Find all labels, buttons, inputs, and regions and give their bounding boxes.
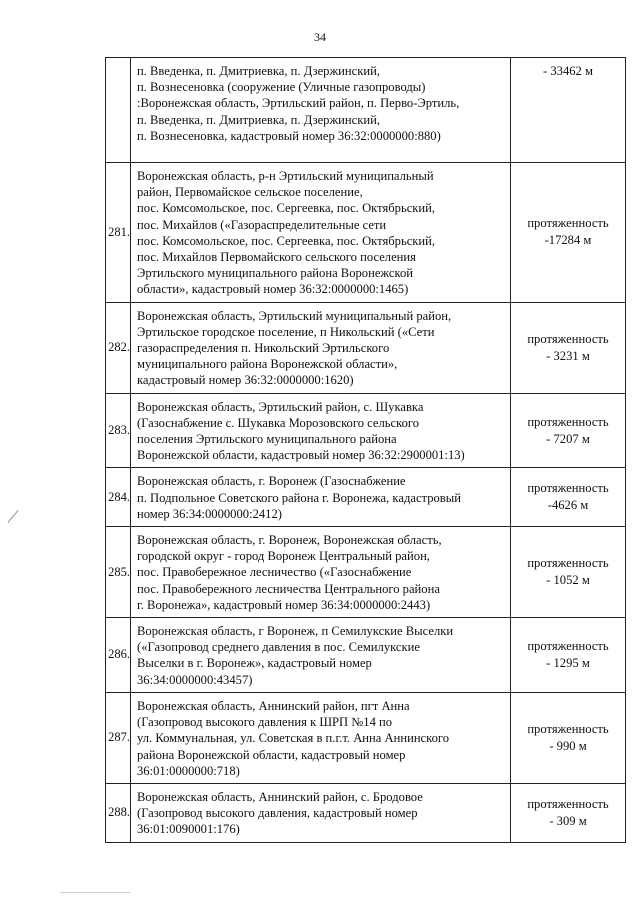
table-row — [106, 618, 626, 693]
length-label: протяженность — [527, 481, 609, 496]
description-line: района Воронежской области, кадастровый номер — [137, 747, 406, 762]
description-line: ул. Коммунальная, ул. Советская в п.г.т. Анна Аннинского — [137, 731, 450, 746]
table-row — [106, 527, 626, 618]
description-line: области», кадастровый номер 36:32:0000000:1465) — [137, 282, 409, 297]
description-line: п. Подпольное Советского района г. Воронежа, кадастровый — [137, 490, 461, 505]
object-description-cell — [131, 783, 511, 842]
object-description-cell — [131, 527, 511, 618]
length-cell — [511, 302, 626, 393]
description-line: Воронежская область, г Воронеж, п Семилукские Выселки — [137, 624, 454, 639]
description-line: 36:01:0000000:718) — [137, 763, 240, 778]
length-cell — [511, 692, 626, 783]
description-line: пос. Михайлов («Газораспределительные сети — [137, 217, 387, 232]
row-number-cell: 286. — [106, 618, 131, 693]
length-value: - 1295 м — [546, 655, 590, 670]
property-register-table — [105, 57, 626, 843]
description-line: номер 36:34:0000000:2412) — [137, 506, 282, 521]
description-line: 36:34:0000000:43457) — [137, 672, 253, 687]
description-line: (Газопровод высокого давления, кадастровый номер — [137, 806, 418, 821]
description-line: 36:01:0090001:176) — [137, 822, 240, 837]
length-label: протяженность — [527, 414, 609, 429]
description-line: муниципального района Воронежской области», — [137, 357, 398, 372]
length-value: - 7207 м — [546, 431, 590, 446]
length-cell — [511, 58, 626, 163]
object-description-cell — [131, 692, 511, 783]
description-line: пос. Михайлов Первомайского сельского поселения — [137, 250, 416, 265]
length-cell — [511, 393, 626, 468]
length-value: - 3231 м — [546, 348, 590, 363]
description-line: п. Вознесеновка (сооружение (Уличные газопроводы) — [137, 80, 426, 95]
length-value: -17284 м — [544, 233, 592, 248]
length-label: протяженность — [527, 556, 609, 571]
length-label: протяженность — [527, 721, 609, 736]
row-number-cell: 285. — [106, 527, 131, 618]
table-row — [106, 163, 626, 303]
description-line: пос. Комсомольское, пос. Сергеевка, пос. Октябрьский, — [137, 233, 436, 248]
table-row — [106, 468, 626, 527]
description-line: Воронежская область, Эртильский район, с. Шукавка — [137, 399, 424, 414]
length-cell — [511, 527, 626, 618]
description-line: Воронежская область, Аннинский район, с. Бродовое — [137, 789, 423, 804]
row-number-cell: 282. — [106, 302, 131, 393]
object-description-cell — [131, 468, 511, 527]
table-row — [106, 692, 626, 783]
page-number: 34 — [314, 30, 326, 44]
row-number-cell: 288. — [106, 783, 131, 842]
length-value: -4626 м — [547, 498, 589, 513]
table-row — [106, 393, 626, 468]
description-line: Воронежская область, р-н Эртильский муниципальный — [137, 169, 434, 183]
description-line: городской округ - город Воронеж Центральный район, — [137, 549, 430, 564]
row-number-cell: 287. — [106, 692, 131, 783]
description-line: Воронежской области, кадастровый номер 36:32:2900001:13) — [137, 448, 465, 463]
description-line: (Газопровод высокого давления к ШРП №14 по — [137, 715, 393, 730]
description-line: район, Первомайское сельское поселение, — [137, 185, 363, 200]
description-line: п. Вознесеновка, кадастровый номер 36:32:0000000:880) — [137, 128, 441, 143]
length-value: - 33462 м — [543, 64, 593, 78]
length-cell — [511, 468, 626, 527]
description-line: пос. Правобережного лесничества Центрального района — [137, 581, 440, 596]
length-label: протяженность — [527, 216, 609, 231]
description-line: («Газопровод среднего давления в пос. Семилукские — [137, 640, 420, 655]
object-description-cell — [131, 163, 511, 303]
description-line: Воронежская область, г. Воронеж (Газоснабжение — [137, 474, 406, 489]
object-description-cell — [131, 302, 511, 393]
row-number-cell: 283. — [106, 393, 131, 468]
length-cell — [511, 618, 626, 693]
table-row — [106, 783, 626, 842]
length-label: протяженность — [527, 796, 609, 811]
description-line: Эртильского муниципального района Воронежской — [137, 266, 414, 281]
length-cell — [511, 163, 626, 303]
description-line: Выселки в г. Воронеж», кадастровый номер — [137, 656, 372, 671]
description-line: пос. Комсомольское, пос. Сергеевка, пос. Октябрьский, — [137, 201, 436, 216]
length-value: - 309 м — [549, 813, 587, 828]
object-description-cell — [131, 618, 511, 693]
description-line: :Воронежская область, Эртильский район, п. Перво-Эртиль, — [137, 96, 460, 111]
description-line: п. Введенка, п. Дмитриевка, п. Дзержинский, — [137, 64, 380, 78]
description-line: пос. Правобережное лесничество («Газоснабжение — [137, 565, 412, 580]
description-line: г. Воронежа», кадастровый номер 36:34:0000000:2443) — [137, 597, 431, 612]
description-line: Эртильское городское поселение, п Никольский («Сети — [137, 324, 435, 339]
description-line: п. Введенка, п. Дмитриевка, п. Дзержинский, — [137, 112, 380, 127]
row-number-cell: 284. — [106, 468, 131, 527]
table-row — [106, 302, 626, 393]
scan-mark — [60, 892, 130, 893]
description-line: кадастровый номер 36:32:0000000:1620) — [137, 373, 354, 388]
description-line: Воронежская область, Эртильский муниципальный район, — [137, 308, 452, 323]
length-label: протяженность — [527, 638, 609, 653]
length-value: - 1052 м — [546, 573, 590, 588]
length-label: протяженность — [527, 331, 609, 346]
description-line: (Газоснабжение с. Шукавка Морозовского сельского — [137, 415, 420, 430]
row-number-cell — [106, 58, 131, 163]
object-description-cell — [131, 393, 511, 468]
row-number-cell: 281. — [106, 163, 131, 303]
table-body — [106, 58, 626, 843]
object-description-cell — [131, 58, 511, 163]
length-value: - 990 м — [549, 738, 587, 753]
description-line: Воронежская область, г. Воронеж, Воронежская область, — [137, 533, 442, 548]
margin-mark — [7, 510, 18, 523]
length-cell — [511, 783, 626, 842]
description-line: газораспределения п. Никольский Эртильского — [137, 341, 390, 356]
description-line: поселения Эртильского муниципального района — [137, 432, 397, 447]
description-line: Воронежская область, Аннинский район, пгт Анна — [137, 698, 410, 713]
table-row — [106, 58, 626, 163]
